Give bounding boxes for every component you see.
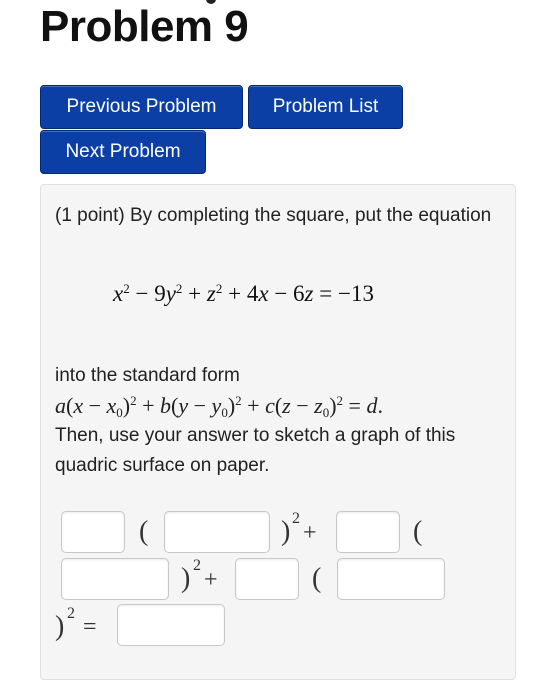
page-title: Problem 9	[40, 2, 249, 51]
open-paren: (	[139, 516, 149, 547]
coefficient-b-input[interactable]	[336, 511, 400, 553]
y0-input[interactable]	[61, 558, 169, 600]
equals-sign: =	[83, 614, 97, 640]
problem-list-button[interactable]: Problem List	[248, 85, 403, 129]
standard-form-equation: $a(x - x_0)^2 + b(y - y_0)^2 + c(z - z_0)^2 = d$.	[55, 393, 383, 420]
coefficient-c-input[interactable]	[235, 558, 299, 600]
standard-form-intro: into the standard form	[55, 365, 240, 386]
open-paren: (	[413, 516, 423, 547]
square-exponent: 2	[292, 510, 300, 527]
previous-problem-button[interactable]: Previous Problem	[40, 85, 243, 129]
instructions-text: Then, use your answer to sketch a graph of this quadric surface on paper.	[55, 425, 456, 476]
close-paren: )	[181, 563, 191, 594]
problem-panel	[40, 184, 516, 680]
plus-sign: +	[204, 567, 218, 593]
close-paren: )	[55, 611, 65, 642]
points-label: (1 point)	[55, 205, 125, 226]
problem-prompt	[55, 201, 505, 231]
x0-input[interactable]	[164, 511, 270, 553]
next-problem-button[interactable]: Next Problem	[40, 130, 206, 174]
square-exponent: 2	[67, 605, 75, 622]
coefficient-a-input[interactable]	[61, 511, 125, 553]
prompt-text: By completing the square, put the equation	[124, 205, 492, 226]
z0-input[interactable]	[337, 558, 445, 600]
given-equation: $x^2 - 9y^2 + z^2 + 4x - 6z = -13$	[113, 281, 374, 306]
square-exponent: 2	[193, 557, 201, 574]
plus-sign: +	[303, 520, 317, 546]
constant-d-input[interactable]	[117, 604, 225, 646]
close-paren: )	[281, 516, 291, 547]
open-paren: (	[312, 563, 322, 594]
standard-form-text	[55, 361, 510, 481]
